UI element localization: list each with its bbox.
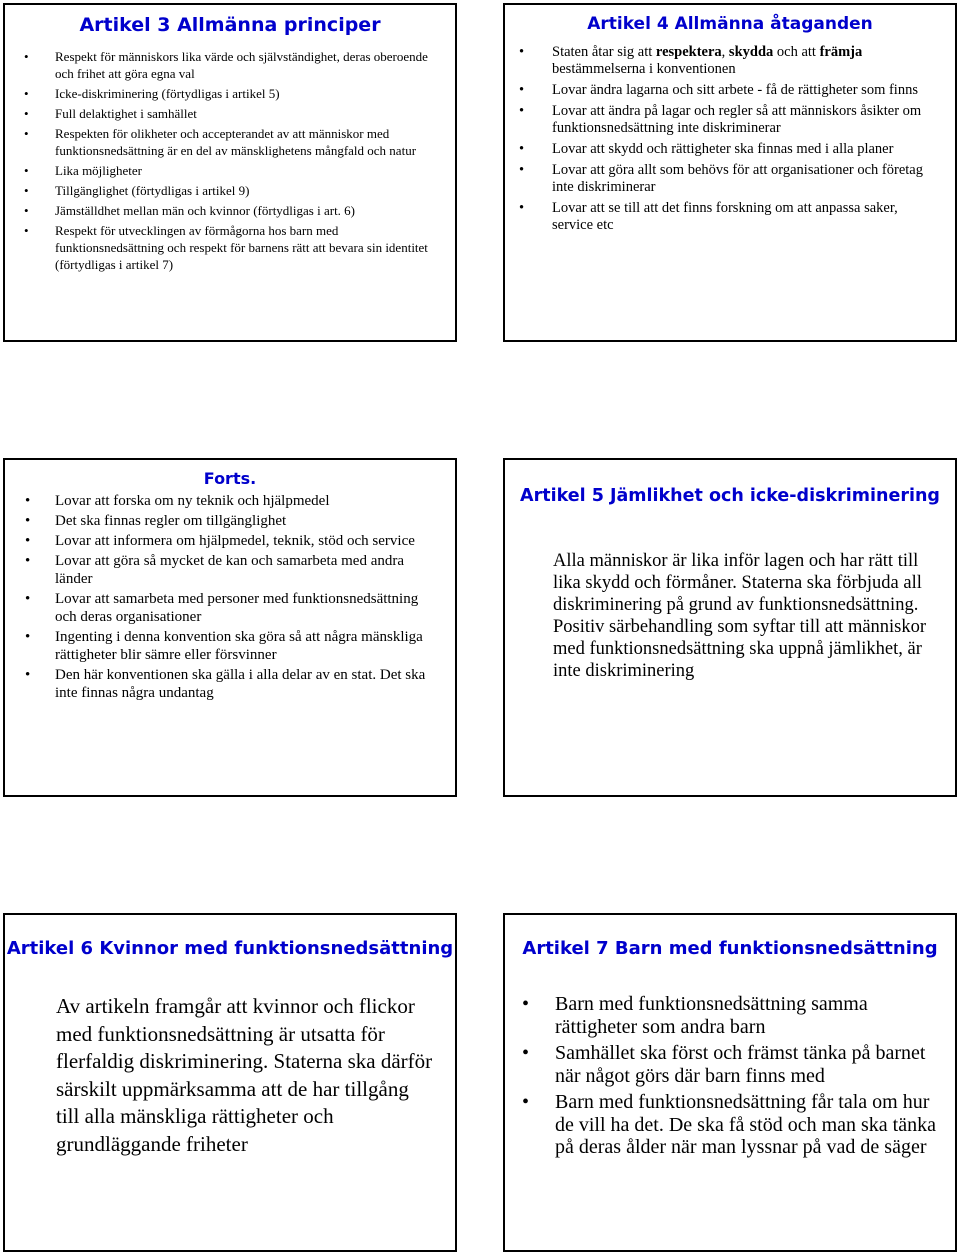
bold-text-framja: främja xyxy=(819,44,863,60)
slide-forts xyxy=(3,458,457,797)
bold-text-respektera: respektera xyxy=(655,44,722,60)
list-item: • Full delaktighet i samhället xyxy=(55,105,441,122)
slide-artikel-3 xyxy=(3,3,457,342)
bold-text-skydda: skydda xyxy=(728,44,774,60)
list-item: • Tillgänglighet (förtydligas i artikel 9) xyxy=(55,182,441,199)
bullet-list xyxy=(55,492,441,702)
list-item: • Lovar att se till att det finns forskning om att anpassa saker, service etc xyxy=(552,200,941,234)
slide-artikel-5 xyxy=(503,458,957,797)
list-item: • Lovar att informera om hjälpmedel, teknik, stöd och service xyxy=(55,532,441,550)
list-item: • Samhället ska först och främst tänka på barnet när något görs där barn finns med xyxy=(555,1042,937,1087)
slide-artikel-4 xyxy=(503,3,957,342)
slide-body: Alla människor är lika inför lagen och har rätt till lika skydd och förmåner. Staterna ska förbjuda all diskriminering på grund av funktionsnedsättning. Positiv särbehandling som syftar till att människor med funktionsnedsättning ska uppnå jämlikhet, är inte diskriminering xyxy=(553,551,927,681)
text-run: och att xyxy=(773,44,820,60)
list-item: • Ingenting i denna konvention ska göra så att några mänskliga rättigheter blir sämre eller försvinner xyxy=(55,628,441,664)
list-item: • Lovar att ändra på lagar och regler så att människors åsikter om funktionsnedsättning inte diskriminerar xyxy=(552,103,941,137)
list-item: • Lovar ändra lagarna och sitt arbete - få de rättigheter som finns xyxy=(552,82,941,99)
list-item: • Barn med funktionsnedsättning får tala om hur de vill ha det. De ska få stöd och man ska tänka på deras ålder när man lyssnar på vad de säger xyxy=(555,1091,937,1159)
slide-artikel-6 xyxy=(3,913,457,1252)
list-item: • Lika möjligheter xyxy=(55,162,441,179)
slide-title: Artikel 7 Barn med funktionsnedsättning xyxy=(522,938,938,959)
list-item: • Lovar att forska om ny teknik och hjälpmedel xyxy=(55,492,441,510)
bullet-list xyxy=(55,48,441,273)
slide-title: Artikel 3 Allmänna principer xyxy=(79,14,381,36)
slide-artikel-7 xyxy=(503,913,957,1252)
bullet-list xyxy=(552,44,941,234)
list-item xyxy=(552,44,941,78)
list-item: • Lovar att göra allt som behövs för att organisationer och företag inte diskriminerar xyxy=(552,162,941,196)
list-item: • Respekten för olikheter och accepterandet av att människor med funktionsnedsättning är en del av mänsklighetens mångfald och natur xyxy=(55,125,441,159)
text-run: bestämmelserna i konventionen xyxy=(552,61,736,77)
text-run: , xyxy=(721,44,729,60)
slide-body: Av artikeln framgår att kvinnor och flickor med funktionsnedsättning är utsatta för flerfaldig diskriminering. Staterna ska därför särskilt uppmärksamma att de har tillgång till alla mänskliga rättigheter och grundläggande friheter xyxy=(56,994,433,1156)
slide-title: Forts. xyxy=(203,469,257,488)
slide-title: Artikel 5 Jämlikhet och icke-diskriminering xyxy=(520,486,940,506)
text-run: Staten åtar sig att xyxy=(552,44,656,60)
list-item: • Respekt för människors lika värde och självständighet, deras oberoende och frihet att göra egna val xyxy=(55,48,441,82)
list-item: • Lovar att skydd och rättigheter ska finnas med i alla planer xyxy=(552,141,941,158)
list-item: • Lovar att göra så mycket de kan och samarbeta med andra länder xyxy=(55,552,441,588)
list-item: • Lovar att samarbeta med personer med funktionsnedsättning och deras organisationer xyxy=(55,590,441,626)
list-item: • Det ska finnas regler om tillgänglighet xyxy=(55,512,441,530)
list-item: • Den här konventionen ska gälla i alla delar av en stat. Det ska inte finnas några undantag xyxy=(55,666,441,702)
list-item: • Jämställdhet mellan män och kvinnor (förtydligas i art. 6) xyxy=(55,202,441,219)
slide-title: Artikel 4 Allmänna åtaganden xyxy=(587,14,873,34)
bullet-list xyxy=(555,993,937,1159)
list-item: • Respekt för utvecklingen av förmågorna hos barn med funktionsnedsättning och respekt för barnens rätt att bevara sin identitet (förtydligas i artikel 7) xyxy=(55,222,441,273)
list-item: • Barn med funktionsnedsättning samma rättigheter som andra barn xyxy=(555,993,937,1038)
list-item: • Icke-diskriminering (förtydligas i artikel 5) xyxy=(55,85,441,102)
slide-title: Artikel 6 Kvinnor med funktionsnedsättning xyxy=(6,938,454,959)
